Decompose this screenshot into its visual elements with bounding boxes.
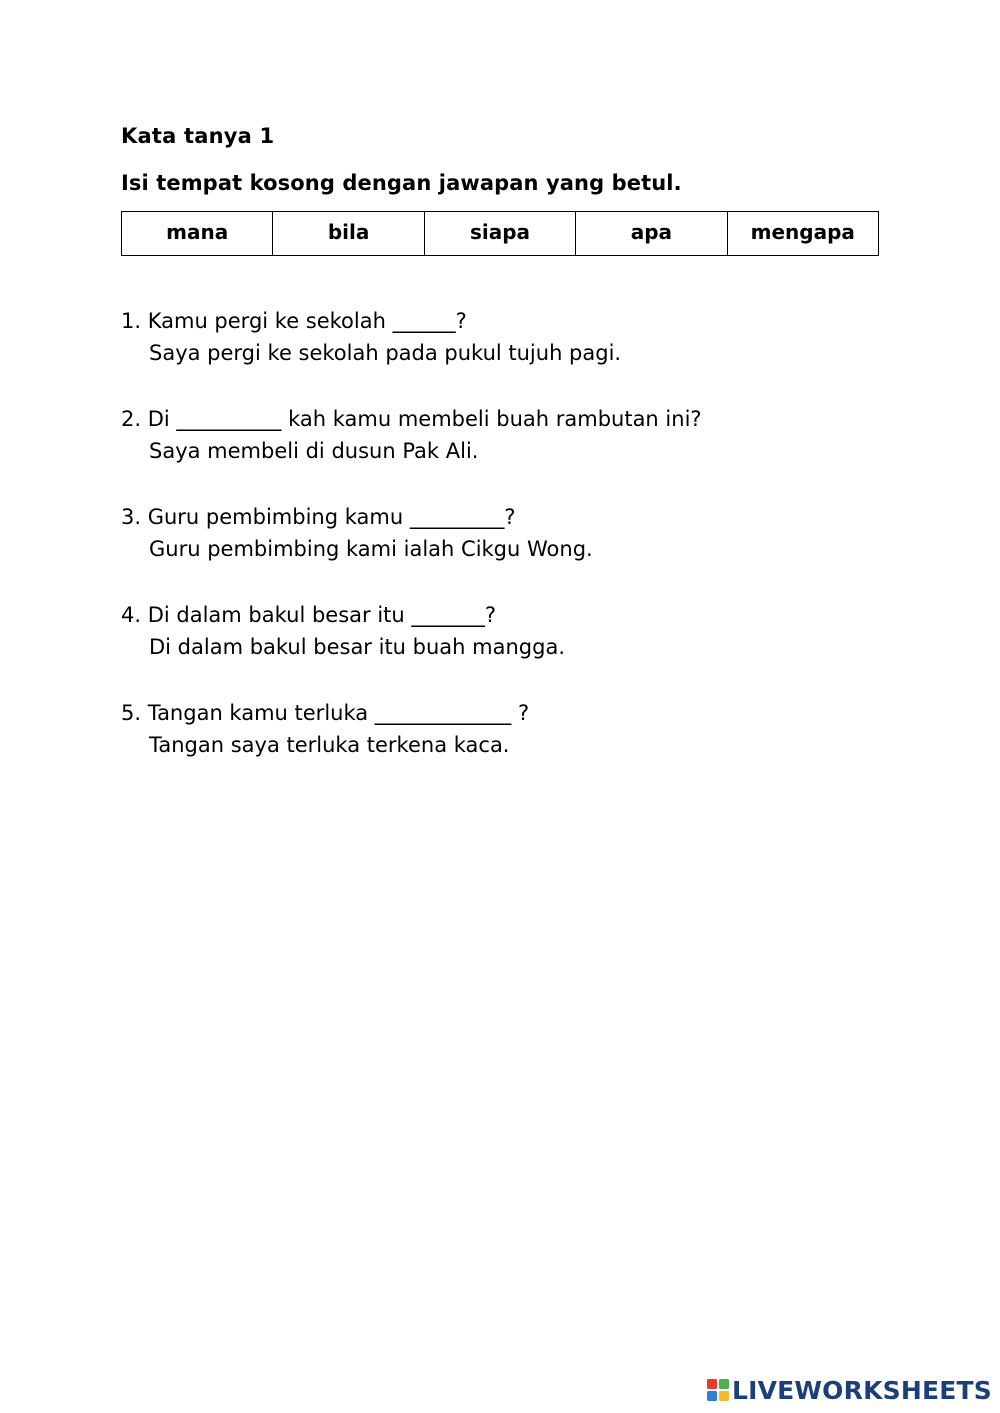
word-bank-item: bila	[273, 212, 424, 256]
answer-text: Saya membeli di dusun Pak Ali.	[149, 439, 479, 463]
liveworksheets-logo	[707, 1375, 992, 1405]
answer-text: Saya pergi ke sekolah pada pukul tujuh pagi.	[149, 341, 622, 365]
question-item	[121, 599, 881, 664]
question-text[interactable]: 4. Di dalam bakul besar itu _______?	[121, 603, 497, 627]
question-item	[121, 305, 881, 370]
question-text[interactable]: 2. Di __________ kah kamu membeli buah rambutan ini?	[121, 407, 702, 431]
word-bank-item: siapa	[424, 212, 575, 256]
question-item	[121, 501, 881, 566]
answer-text: Guru pembimbing kami ialah Cikgu Wong.	[149, 537, 593, 561]
word-bank-table	[121, 211, 879, 256]
worksheet-instruction: Isi tempat kosong dengan jawapan yang betul.	[121, 171, 682, 195]
question-item	[121, 403, 881, 468]
word-bank-item: mana	[122, 212, 273, 256]
word-bank-item: apa	[576, 212, 727, 256]
liveworksheets-logo-icon	[707, 1379, 729, 1401]
answer-text: Tangan saya terluka terkena kaca.	[149, 733, 510, 757]
worksheet-title: Kata tanya 1	[121, 124, 275, 148]
question-text[interactable]: 5. Tangan kamu terluka _____________ ?	[121, 701, 530, 725]
question-list	[121, 305, 881, 795]
question-item	[121, 697, 881, 762]
word-bank-item: mengapa	[727, 212, 878, 256]
word-bank-row	[122, 212, 879, 256]
liveworksheets-logo-text: LIVEWORKSHEETS	[731, 1375, 992, 1405]
answer-text: Di dalam bakul besar itu buah mangga.	[149, 635, 566, 659]
question-text[interactable]: 3. Guru pembimbing kamu _________?	[121, 505, 516, 529]
question-text[interactable]: 1. Kamu pergi ke sekolah ______?	[121, 309, 467, 333]
